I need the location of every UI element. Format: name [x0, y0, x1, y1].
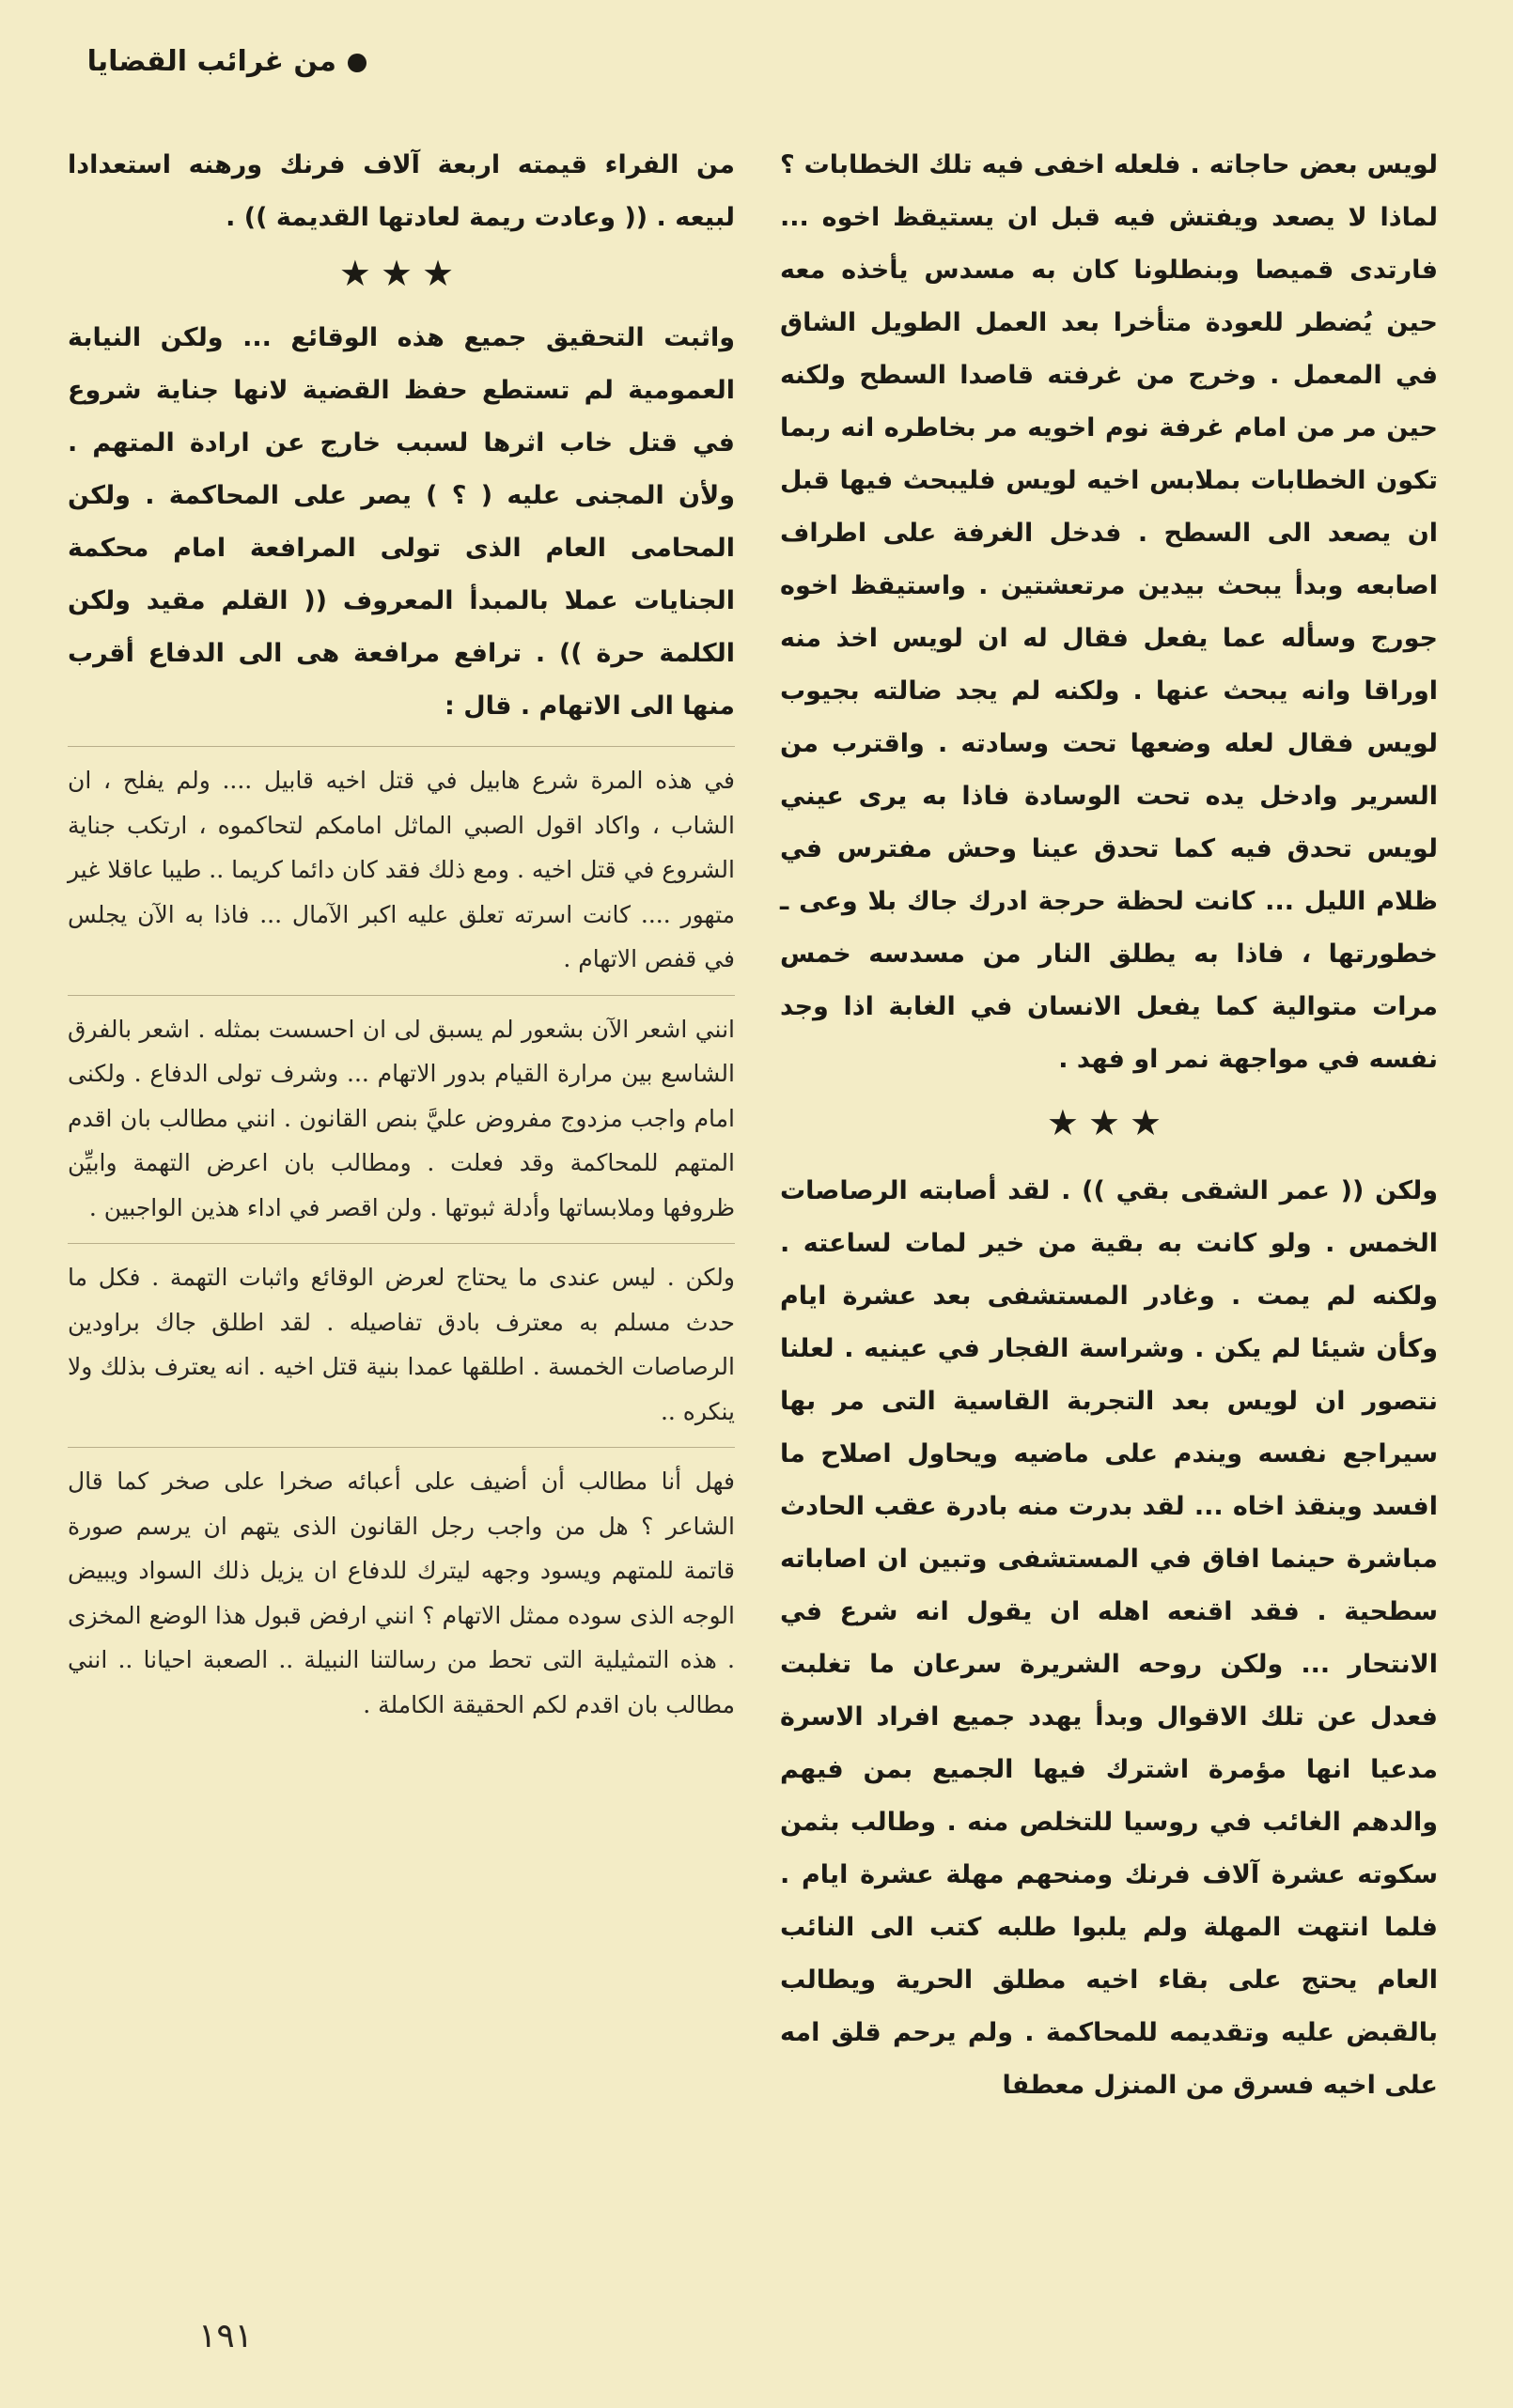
section-divider-stars: ★★★ [338, 253, 464, 294]
divider [68, 746, 735, 747]
page-number: ١٩١ [197, 2317, 253, 2355]
quote-paragraph-3: ولكن . ليس عندى ما يحتاج لعرض الوقائع واثبات التهمة . فكل ما حدث مسلم به معترف بادق تفاصيله . لقد اطلق جاك براودين الرصاصات الخمسة . اطلقها عمدا بنية قتل اخيه . انه يعترف بذلك ولا ينكره .. [68, 1264, 735, 1425]
divider [68, 1243, 735, 1244]
section-header [38, 45, 367, 78]
right-paragraph-1: لويس بعض حاجاته . فلعله اخفى فيه تلك الخطابات ؟ لماذا لا يصعد ويفتش فيه قبل ان يستيقظ اخوه ... فارتدى قميصا وبنطلونا كان به مسدس يأخذه معه حين يُضطر للعودة متأخرا بعد العمل الطويل الشاق في المعمل . وخرج من غرفته قاصدا السطح ولكنه حين مر من امام غرفة نوم اخويه مر بخاطره انه ربما تكون الخطابات بملابس اخيه لويس فليبحث فيها قبل ان يصعد الى السطح . فدخل الغرفة على اطراف اصابعه وبدأ يبحث بيدين مرتعشتين . واستيقظ اخوه جورج وسأله عما يفعل فقال له ان لويس اخذ منه اوراقا وانه يبحث عنها . ولكنه لم يجد ضالته بجيوب لويس فقال لعله وضعها تحت وسادته . واقترب من السرير وادخل يده تحت الوسادة فاذا به يرى عيني لويس تحدق فيه كما تحدق عينا وحش مفترس في ظلام الليل ... كانت لحظة حرجة ادرك جاك بلا وعى ـ خطورتها ، فاذا به يطلق النار من مسدسه خمس مرات متوالية كما يفعل الانسان في الغابة اذا وجد نفسه في مواجهة نمر او فهد . [780, 150, 1438, 1074]
divider [68, 995, 735, 996]
left-column [68, 139, 735, 1727]
bullet-icon [348, 54, 367, 72]
quote-paragraph-2: انني اشعر الآن بشعور لم يسبق لى ان احسست بمثله . اشعر بالفرق الشاسع بين مرارة القيام بدور الاتهام ... وشرف تولى الدفاع . ولكنى امام واجب مزدوج مفروض عليَّ بنص القانون . انني مطالب بان اقدم المتهم للمحاكمة وقد فعلت . ومطالب بان اعرض التهمة وابيِّن ظروفها وملابساتها وأدلة ثبوتها . ولن اقصر في اداء هذين الواجبين . [68, 1015, 735, 1221]
section-title: من غرائب القضايا [86, 45, 336, 78]
quote-paragraph-1: في هذه المرة شرع هابيل في قتل اخيه قابيل .... ولم يفلح ، ان الشاب ، واكاد اقول الصبي الماثل امامكم لتحاكموه ، ارتكب جناية الشروع في قتل اخيه . ومع ذلك فقد كان دائما كريما .. طيبا عاقلا غير متهور .... كانت اسرته تعلق عليه اكبر الآمال ... فاذا به الآن يجلس في قفص الاتهام . [68, 767, 735, 972]
left-paragraph-1: من الفراء قيمته اربعة آلاف فرنك ورهنه استعدادا لبيعه . (( وعادت ريمة لعادتها القديمة )) . [68, 150, 735, 232]
section-divider-stars: ★★★ [1046, 1102, 1172, 1143]
divider [68, 1447, 735, 1448]
right-column [780, 139, 1438, 2112]
right-paragraph-2: ولكن (( عمر الشقى بقي )) . لقد أصابته الرصاصات الخمس . ولو كانت به بقية من خير لمات لساعته . ولكنه لم يمت . وغادر المستشفى بعد عشرة ايام وكأن شيئا لم يكن . وشراسة الفجار في عينيه . لعلنا نتصور ان لويس بعد التجربة القاسية التى مر بها سيراجع نفسه ويندم على ماضيه ويحاول اصلاح ما افسد وينقذ اخاه ... لقد بدرت منه بادرة عقب الحادث مباشرة حينما افاق في المستشفى وتبين ان اصاباته سطحية . فقد اقنعه اهله ان يقول انه شرع في الانتحار ... ولكن روحه الشريرة سرعان ما تغلبت فعدل عن تلك الاقوال وبدأ يهدد جميع افراد الاسرة مدعيا انها مؤمرة اشترك فيها الجميع بمن فيهم والدهم الغائب في روسيا للتخلص منه . وطالب بثمن سكوته عشرة آلاف فرنك ومنحهم مهلة عشرة ايام . فلما انتهت المهلة ولم يلبوا طلبه كتب الى النائب العام يحتج على بقاء اخيه مطلق الحرية ويطالب بالقبض عليه وتقديمه للمحاكمة . ولم يرحم قلق امه على اخيه فسرق من المنزل معطفا [780, 1176, 1438, 2100]
left-paragraph-2: واثبت التحقيق جميع هذه الوقائع ... ولكن النيابة العمومية لم تستطع حفظ القضية لانها جناية شروع في قتل خاب اثرها لسبب خارج عن ارادة المتهم . ولأن المجنى عليه ( ؟ ) يصر على المحاكمة . ولكن المحامى العام الذى تولى المرافعة امام محكمة الجنايات عملا بالمبدأ المعروف (( القلم مقيد ولكن الكلمة حرة )) . ترافع مرافعة هى الى الدفاع أقرب منها الى الاتهام . قال : [68, 323, 735, 721]
quote-paragraph-4: فهل أنا مطالب أن أضيف على أعبائه صخرا على صخر كما قال الشاعر ؟ هل من واجب رجل القانون الذى يتهم ان يرسم صورة قاتمة للمتهم ويسود وجهه ليترك للدفاع ان يزيل ذلك السواد ويبيض الوجه الذى سوده ممثل الاتهام ؟ انني ارفض قبول هذا الوضع المخزى . هذه التمثيلية التى تحط من رسالتنا النبيلة .. الصعبة احيانا .. انني مطالب بان اقدم لكم الحقيقة الكاملة . [68, 1468, 735, 1718]
